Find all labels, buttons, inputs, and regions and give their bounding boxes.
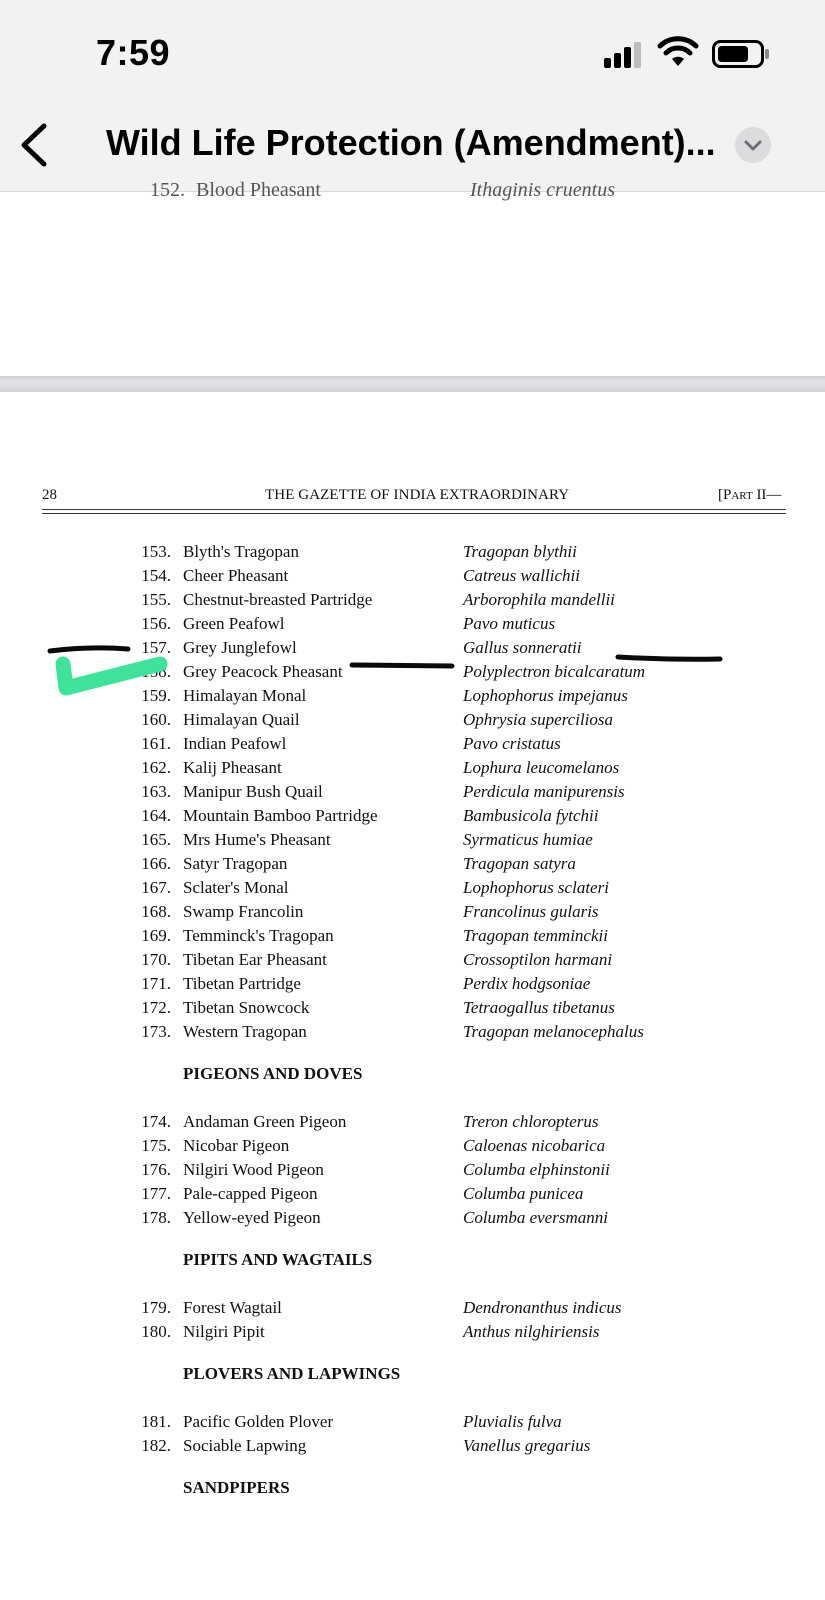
cut-entry-scientific: Ithaginis cruentus xyxy=(470,179,615,201)
entry-number: 179. xyxy=(141,1298,171,1317)
entry-number: 172. xyxy=(141,998,171,1017)
common-name: Himalayan Quail xyxy=(183,710,300,729)
entry-number: 175. xyxy=(141,1136,171,1155)
top-chrome xyxy=(0,0,825,192)
entry-number: 170. xyxy=(141,950,171,969)
entry-number: 157. xyxy=(141,638,171,657)
list-item xyxy=(0,732,825,756)
entry-number: 158. xyxy=(141,662,171,681)
scientific-name: Vanellus gregarius xyxy=(463,1436,591,1455)
header-rule xyxy=(42,509,786,510)
document-title[interactable]: Wild Life Protection (Amendment)... xyxy=(106,122,716,163)
scientific-name: Perdix hodgsoniae xyxy=(463,974,591,993)
entry-group-pheasants xyxy=(0,540,825,1044)
cut-entry-number: 152. xyxy=(150,179,185,201)
scientific-name: Tetraogallus tibetanus xyxy=(463,998,615,1017)
list-item xyxy=(0,708,825,732)
list-item xyxy=(0,828,825,852)
entry-number: 164. xyxy=(141,806,171,825)
entry-group-plovers xyxy=(0,1410,825,1458)
entry-number: 156. xyxy=(141,614,171,633)
common-name: Sociable Lapwing xyxy=(183,1436,307,1455)
list-item xyxy=(0,1134,825,1158)
cellular-signal-icon xyxy=(604,42,644,68)
section-heading: PIPITS AND WAGTAILS xyxy=(183,1250,373,1269)
scientific-name: Lophophorus impejanus xyxy=(463,686,628,705)
list-item xyxy=(0,900,825,924)
entry-group-pigeons xyxy=(0,1110,825,1230)
scientific-name: Treron chloropterus xyxy=(463,1112,599,1131)
species-list xyxy=(0,540,825,1524)
list-item xyxy=(0,1296,825,1320)
chevron-down-icon xyxy=(735,127,771,163)
scientific-name: Catreus wallichii xyxy=(463,566,580,585)
list-item xyxy=(0,756,825,780)
entry-number: 180. xyxy=(141,1322,171,1341)
part-label: [PART II— xyxy=(718,487,782,503)
entry-number: 174. xyxy=(141,1112,171,1131)
list-item xyxy=(0,780,825,804)
scientific-name: Arborophila mandellii xyxy=(463,590,615,609)
list-item xyxy=(0,996,825,1020)
entry-number: 182. xyxy=(141,1436,171,1455)
scientific-name: Caloenas nicobarica xyxy=(463,1136,606,1155)
scientific-name: Anthus nilghiriensis xyxy=(463,1322,600,1341)
common-name: Cheer Pheasant xyxy=(183,566,289,585)
entry-number: 155. xyxy=(141,590,171,609)
common-name: Andaman Green Pigeon xyxy=(183,1112,347,1131)
common-name: Mountain Bamboo Partridge xyxy=(183,806,378,825)
document-page[interactable] xyxy=(0,392,825,1600)
entry-number: 165. xyxy=(141,830,171,849)
common-name: Yellow-eyed Pigeon xyxy=(183,1208,321,1227)
common-name: Grey Junglefowl xyxy=(183,638,297,657)
list-item xyxy=(0,540,825,564)
back-chevron-icon[interactable] xyxy=(14,120,58,170)
entry-number: 178. xyxy=(141,1208,171,1227)
common-name: Nicobar Pigeon xyxy=(183,1136,290,1155)
entry-number: 173. xyxy=(141,1022,171,1041)
scientific-name: Tragopan blythii xyxy=(463,542,577,561)
common-name: Indian Peafowl xyxy=(183,734,287,753)
list-item xyxy=(0,924,825,948)
title-menu-button[interactable] xyxy=(735,127,771,163)
list-item xyxy=(0,1182,825,1206)
common-name: Forest Wagtail xyxy=(183,1298,282,1317)
scientific-name: Pluvialis fulva xyxy=(463,1412,562,1431)
common-name: Manipur Bush Quail xyxy=(183,782,323,801)
scientific-name: Polyplectron bicalcaratum xyxy=(463,662,646,681)
common-name: Mrs Hume's Pheasant xyxy=(183,830,331,849)
scientific-name: Columba elphinstonii xyxy=(463,1160,610,1179)
common-name: Tibetan Ear Pheasant xyxy=(183,950,327,969)
list-item xyxy=(0,852,825,876)
list-item xyxy=(0,660,825,684)
scientific-name: Syrmaticus humiae xyxy=(463,830,593,849)
entry-number: 159. xyxy=(141,686,171,705)
list-item xyxy=(0,948,825,972)
list-item xyxy=(0,1434,825,1458)
common-name: Himalayan Monal xyxy=(183,686,307,705)
header-rule xyxy=(42,513,786,514)
common-name: Satyr Tragopan xyxy=(183,854,288,873)
common-name: Temminck's Tragopan xyxy=(183,926,334,945)
entry-number: 169. xyxy=(141,926,171,945)
entry-number: 181. xyxy=(141,1412,171,1431)
scientific-name: Pavo cristatus xyxy=(463,734,561,753)
entry-number: 167. xyxy=(141,878,171,897)
section-heading: SANDPIPERS xyxy=(183,1478,290,1497)
scientific-name: Crossoptilon harmani xyxy=(463,950,613,969)
entry-number: 177. xyxy=(141,1184,171,1203)
list-item xyxy=(0,588,825,612)
section-heading: PIGEONS AND DOVES xyxy=(183,1064,363,1083)
scientific-name: Ophrysia superciliosa xyxy=(463,710,614,729)
entry-number: 171. xyxy=(141,974,171,993)
section-heading: PLOVERS AND LAPWINGS xyxy=(183,1364,401,1383)
entry-group-pipits xyxy=(0,1296,825,1344)
common-name: Nilgiri Wood Pigeon xyxy=(183,1160,324,1179)
common-name: Swamp Francolin xyxy=(183,902,304,921)
common-name: Kalij Pheasant xyxy=(183,758,282,777)
entry-number: 153. xyxy=(141,542,171,561)
list-item xyxy=(0,684,825,708)
common-name: Grey Peacock Pheasant xyxy=(183,662,343,681)
common-name: Nilgiri Pipit xyxy=(183,1322,265,1341)
common-name: Pale-capped Pigeon xyxy=(183,1184,318,1203)
common-name: Green Peafowl xyxy=(183,614,285,633)
entry-number: 176. xyxy=(141,1160,171,1179)
scientific-name: Francolinus gularis xyxy=(463,902,599,921)
list-item xyxy=(0,1020,825,1044)
common-name: Blyth's Tragopan xyxy=(183,542,299,561)
battery-icon xyxy=(712,40,770,68)
list-item xyxy=(0,1410,825,1434)
scientific-name: Gallus sonneratii xyxy=(463,638,582,657)
wifi-icon xyxy=(658,38,698,68)
list-item xyxy=(0,876,825,900)
entry-number: 161. xyxy=(141,734,171,753)
cut-entry-common: Blood Pheasant xyxy=(196,179,321,201)
scientific-name: Lophophorus sclateri xyxy=(463,878,609,897)
list-item xyxy=(0,1158,825,1182)
common-name: Pacific Golden Plover xyxy=(183,1412,334,1431)
page-number: 28 xyxy=(42,487,57,503)
list-item xyxy=(0,1206,825,1230)
entry-number: 166. xyxy=(141,854,171,873)
scientific-name: Pavo muticus xyxy=(463,614,556,633)
scientific-name: Perdicula manipurensis xyxy=(463,782,625,801)
scientific-name: Tragopan satyra xyxy=(463,854,576,873)
list-item xyxy=(0,564,825,588)
entry-number: 163. xyxy=(141,782,171,801)
common-name: Western Tragopan xyxy=(183,1022,307,1041)
common-name: Sclater's Monal xyxy=(183,878,289,897)
list-item xyxy=(0,1110,825,1134)
previous-page-bottom[interactable] xyxy=(0,179,825,376)
scientific-name: Dendronanthus indicus xyxy=(463,1298,622,1317)
list-item xyxy=(0,972,825,996)
status-time: 7:59 xyxy=(96,32,171,73)
list-item xyxy=(0,1320,825,1344)
scientific-name: Tragopan temminckii xyxy=(463,926,608,945)
common-name: Chestnut-breasted Partridge xyxy=(183,590,373,609)
scientific-name: Columba punicea xyxy=(463,1184,584,1203)
gazette-title: THE GAZETTE OF INDIA EXTRAORDINARY xyxy=(265,487,570,503)
scientific-name: Bambusicola fytchii xyxy=(463,806,599,825)
scientific-name: Tragopan melanocephalus xyxy=(463,1022,644,1041)
common-name: Tibetan Snowcock xyxy=(183,998,310,1017)
scientific-name: Lophura leucomelanos xyxy=(463,758,620,777)
page-separator xyxy=(0,376,825,392)
entry-number: 162. xyxy=(141,758,171,777)
entry-number: 168. xyxy=(141,902,171,921)
list-item xyxy=(0,636,825,660)
entry-number: 160. xyxy=(141,710,171,729)
list-item xyxy=(0,804,825,828)
common-name: Tibetan Partridge xyxy=(183,974,301,993)
list-item xyxy=(0,612,825,636)
entry-number: 154. xyxy=(141,566,171,585)
scientific-name: Columba eversmanni xyxy=(463,1208,608,1227)
